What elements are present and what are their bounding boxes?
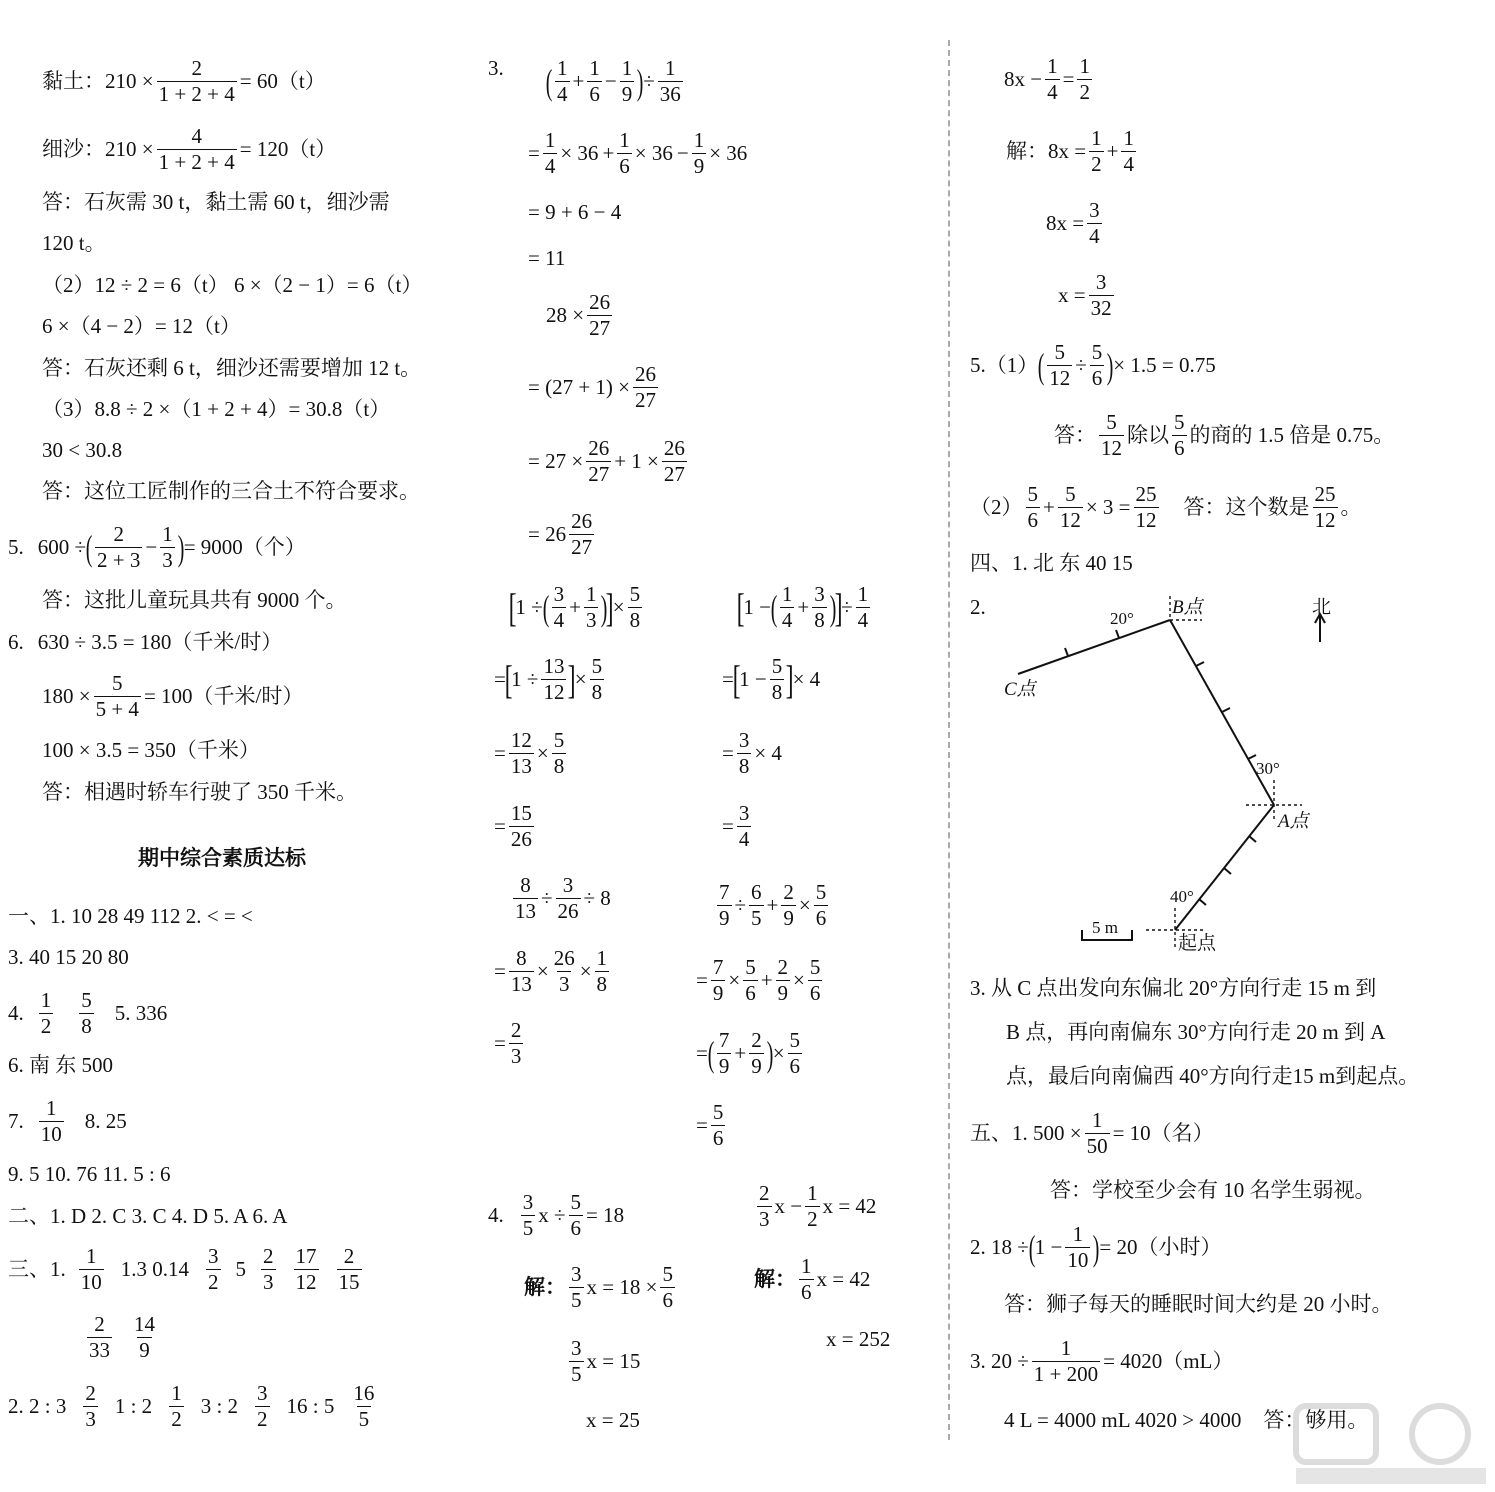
- c2-bracket-1: [ 1 ÷ ( 3 4 + $\frac{1}{3}$ ) ] × $\frac{5}{8}$: [508, 582, 641, 632]
- sand-line: [42, 126, 336, 173]
- expr: 210 ×: [105, 69, 154, 93]
- c3-ans-s5-1: 答：学校至少会有 10 名学生弱视。: [1050, 1178, 1376, 1202]
- section-title: 期中综合素质达标: [138, 847, 306, 870]
- q2-line-a: （2）12 ÷ 2 = 6（t） 6 ×（2 − 1）= 6（t）: [42, 273, 423, 297]
- c2-bracket-1-l4: = $\frac{15}{26}$: [494, 801, 532, 851]
- fraction: 2 2 + 3: [97, 522, 141, 572]
- c3-s4-3b: B 点，再向南偏东 30°方向行走 20 m 到 A: [1006, 1020, 1386, 1044]
- c3-s5-1: 五、1. 500 × $\frac{1}{50}$ = 10（名）: [970, 1108, 1214, 1158]
- s3-line-2: 2 33 14 9: [89, 1312, 155, 1362]
- c2-bracket-2-l2: = [ 1 − $\frac{5}{8}$ ] × 4: [722, 654, 821, 704]
- s1-line-9: 9. 5 10. 76 11. 5 : 6: [8, 1162, 171, 1186]
- c2-mix-1: $\frac{7}{9}$ ÷ $\frac{6}{5}$ + $\frac{2}{9}$ × $\frac{5}{6}$: [719, 880, 827, 930]
- c2-line-3: = 9 + 6 − 4: [528, 200, 622, 224]
- angle-30: 30°: [1256, 759, 1280, 778]
- c2-mix-3: = ( 7 9 + $\frac{2}{9}$ ) × $\frac{5}{6}$: [696, 1028, 801, 1078]
- c3-eq-3: 8x = $\frac{3}{4}$: [1046, 198, 1100, 248]
- label-north: 北: [1312, 597, 1332, 618]
- c2-div-1: $\frac{8}{13}$ ÷ $\frac{3}{26}$ ÷ 8: [515, 873, 611, 923]
- c3-s5-3: 3. 20 ÷ $\frac{1}{1 + 200}$ = 4020（mL）: [970, 1336, 1234, 1386]
- c3-ans-s5-2: 答：狮子每天的睡眠时间大约是 20 小时。: [1004, 1292, 1393, 1316]
- clay-line: [42, 58, 326, 105]
- c2-bracket-1-l3: = $\frac{12}{13}$ × $\frac{5}{8}$: [494, 728, 565, 778]
- s1-line-2: 3. 40 15 20 80: [8, 945, 129, 969]
- s1-line-4: 4. 1 2 5 8 5. 336: [8, 988, 168, 1038]
- q3-line-a: （3）8.8 ÷ 2 ×（1 + 2 + 4）= 30.8（t）: [42, 397, 391, 421]
- c2-q4-line-1: 4. 3 5 x ÷ $\frac{5}{6}$ = 18: [488, 1190, 625, 1240]
- scale-label: 5 m: [1092, 918, 1118, 937]
- answer-6: 答：相遇时轿车行驶了 350 千米。: [42, 780, 357, 804]
- c2-line-4: = 11: [528, 246, 566, 270]
- answer-3: 答：这位工匠制作的三合土不符合要求。: [42, 479, 420, 503]
- c2-q4-line-2: 解： 3 5 x = 18 × $\frac{5}{6}$: [524, 1262, 673, 1312]
- c2-bracket-2: [ 1 − ( 1 4 + $\frac{3}{8}$ ) ] ÷ $\frac{1}{4}$: [736, 582, 869, 632]
- c2-div-3: = $\frac{2}{3}$: [494, 1018, 522, 1068]
- c3-s5-3b: 4 L = 4000 mL 4020 > 4000 答：够用。: [1004, 1408, 1369, 1432]
- c2-q4b-line-3: x = 252: [826, 1327, 891, 1351]
- fraction: $\frac{4}{1 + 2 + 4}$: [158, 124, 235, 174]
- c2-q4b-line-1: 2 3 x − $\frac{1}{2}$ x = 42: [759, 1181, 877, 1231]
- c3-s4-3a: 3. 从 C 点出发向东偏北 20°方向行走 15 m 到: [970, 976, 1377, 1000]
- c2-line-1: ( 1 4 + $\frac{1}{6}$ − $\frac{1}{9}$ ) ÷ $\frac{1}{36}$: [545, 56, 681, 106]
- c2-line-7: = 27 × $\frac{26}{27}$ + 1 × $\frac{26}{27}$: [528, 436, 685, 486]
- label-c: C点: [1004, 679, 1036, 700]
- label-b: B点: [1172, 597, 1203, 618]
- c2-mix-4: = $\frac{5}{6}$: [696, 1100, 724, 1150]
- c2-line-8: = 26 26 27: [528, 509, 593, 559]
- c2-bracket-2-l3: = $\frac{3}{8}$ × 4: [722, 728, 782, 778]
- column-divider: [948, 40, 950, 1440]
- angle-40: 40°: [1170, 887, 1194, 906]
- answer-1a: 答：石灰需 30 t，黏土需 60 t，细沙需: [42, 190, 390, 214]
- s1-line-7: 7. 1 10 8. 25: [8, 1096, 127, 1146]
- q6-line-b: 180 × $\frac{5}{5 + 4}$ = 100（千米/时）: [42, 671, 304, 721]
- answer-1b: 120 t。: [42, 231, 106, 255]
- c3-eq-2: 解：8x = $\frac{1}{2}$ + $\frac{1}{4}$: [1006, 126, 1134, 176]
- expr: 600 ÷: [37, 535, 87, 559]
- c3-s5-2: 2. 18 ÷ ( 1 − $\frac{1}{10}$ ) = 20（小时）: [970, 1222, 1222, 1272]
- q6-line-c: 100 × 3.5 = 350（千米）: [42, 738, 260, 762]
- label: 黏土：: [42, 69, 105, 93]
- label: 细沙：: [42, 137, 105, 161]
- c2-q4b-line-2: 解： 1 6 x = 42: [754, 1254, 871, 1304]
- q2-line-b: 6 ×（4 − 2）= 12（t）: [42, 314, 241, 338]
- label-start: 起点: [1178, 933, 1217, 954]
- s1-line-6: 6. 南 东 500: [8, 1053, 113, 1077]
- result: = 60（t）: [239, 69, 326, 93]
- c3-q5-2: （2） 5 6 + $\frac{5}{12}$ × 3 = $\frac{25}{12}$ 答：这个数是 25 12 。: [970, 482, 1362, 532]
- c3-eq-4: x = $\frac{3}{32}$: [1058, 270, 1112, 320]
- s3-line-1: 三、1. 1 10 1.3 0.14 3 2 5 2 3 17 12 2 15: [8, 1244, 360, 1294]
- c2-line-6: = (27 + 1) × $\frac{26}{27}$: [528, 362, 657, 412]
- q6-line-a: 6. 630 ÷ 3.5 = 180（千米/时）: [8, 630, 283, 654]
- c3-ans-5: 答： 5 12 除以 5 6 的商的 1.5 倍是 0.75。: [1054, 410, 1395, 460]
- s2-line: 二、1. D 2. C 3. C 4. D 5. A 6. A: [8, 1204, 288, 1228]
- q-number: 5.: [8, 535, 24, 559]
- c3-eq-1: 8x − $\frac{1}{4}$ = $\frac{1}{2}$: [1004, 54, 1090, 104]
- c3-s4-3c: 点，最后向南偏西 40°方向行走15 m到起点。: [1006, 1064, 1420, 1088]
- c2-line-5: 28 × $\frac{26}{27}$: [546, 290, 611, 340]
- answer-2: 答：石灰还剩 6 t，细沙还需要增加 12 t。: [42, 356, 422, 380]
- c2-bracket-1-l2: = [ 1 ÷ $\frac{13}{12}$ ] × $\frac{5}{8}$: [494, 654, 603, 704]
- label-a: A点: [1278, 811, 1309, 832]
- fraction: $\frac{2}{1 + 2 + 4}$: [158, 56, 235, 106]
- q5-line: 5. 600 ÷ ( 2 2 + 3 − $\frac{1}{3}$ ) = 9000（个）: [8, 522, 306, 572]
- c2-q4-line-3: 3 5 x = 15: [571, 1336, 641, 1386]
- c2-mix-2: = $\frac{7}{9}$ × $\frac{5}{6}$ + $\frac{2}{9}$ × $\frac{5}{6}$: [696, 955, 821, 1005]
- watermark-logo-icon: [1290, 1398, 1490, 1488]
- c2-line-2: = $\frac{1}{4}$ × 36 + $\frac{1}{6}$ × 36 − $\frac{1}{9}$ × 36: [528, 128, 748, 178]
- result: = 9000（个）: [183, 535, 306, 559]
- angle-20: 20°: [1110, 609, 1134, 628]
- c3-q5-1: 5.（1） ( $\frac{5}{12}$ ÷ $\frac{5}{6}$ ) × 1.5 = 0.75: [970, 340, 1216, 390]
- c2-bracket-2-l4: = $\frac{3}{4}$: [722, 801, 750, 851]
- c2-q3-num: 3.: [488, 56, 504, 80]
- expr: 210 ×: [105, 137, 154, 161]
- c2-div-2: = $\frac{8}{13}$ × $\frac{26}{3}$ × $\frac{1}{8}$: [494, 946, 608, 996]
- c3-s4-1: 四、1. 北 东 40 15: [970, 551, 1133, 575]
- q3-line-b: 30 < 30.8: [42, 438, 123, 462]
- fraction: $\frac{5}{5 + 4}$: [95, 671, 139, 721]
- fraction: $\frac{1}{3}$: [162, 522, 173, 572]
- c3-s4-2: 2.: [970, 595, 986, 619]
- s3-ratio-line: 2. 2 : 3 2 3 1 : 2 1 2 3 : 2 3 2 16 : 5 16 5: [8, 1381, 375, 1431]
- answer-5: 答：这批儿童玩具共有 9000 个。: [42, 588, 347, 612]
- result: = 120（t）: [239, 137, 337, 161]
- s1-line-1: 一、1. 10 28 49 112 2. < = <: [8, 904, 253, 928]
- c2-q4-line-4: x = 25: [586, 1408, 640, 1432]
